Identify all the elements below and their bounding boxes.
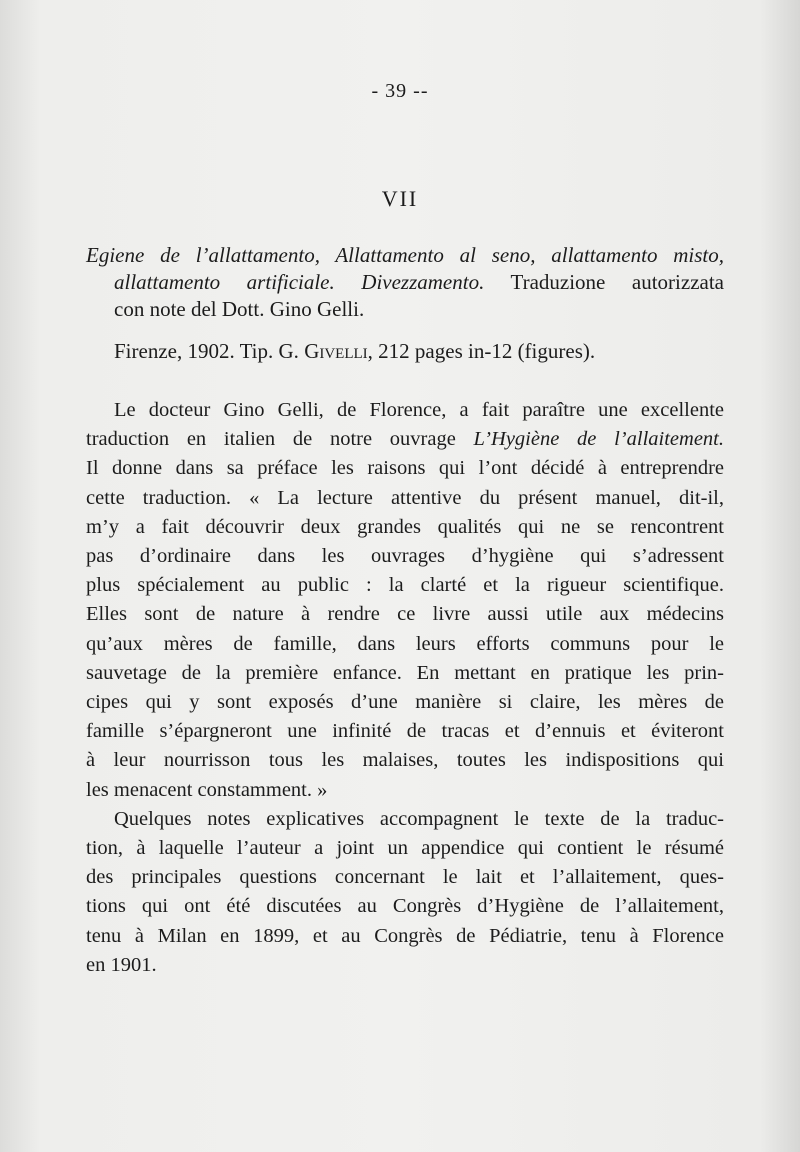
page-number: - 39 --: [371, 80, 429, 102]
citation-line-2: [86, 269, 724, 296]
p1-line: [86, 425, 724, 454]
p1-line: sauvetage de la première enfance. En mettant en pratique les prin-: [86, 661, 724, 684]
citation-line-3: con note del Dott. Gino Gelli.: [114, 297, 365, 321]
p2-line: tenu à Milan en 1899, et au Congrès de Pédiatrie, tenu à Florence: [86, 924, 724, 947]
citation-title-part-1: Egiene de l’allattamento, Allattamento al seno, allattamento misto,: [86, 243, 724, 267]
publication-suffix: , 212 pages in-12 (figures).: [367, 339, 596, 363]
p2-line: Quelques notes explicatives accompagnent le texte de la traduc-: [114, 807, 724, 830]
p1-line: plus spécialement au public : la clarté et la rigueur scientifique.: [86, 574, 724, 597]
p1-line: famille s’épargneront une infinité de tracas et d’ennuis et éviteront: [86, 720, 724, 743]
p1-line: Elles sont de nature à rendre ce livre aussi utile aux médecins: [86, 603, 724, 626]
p2-line: tions qui ont été discutées au Congrès d’Hygiène de l’allaitement,: [86, 895, 724, 918]
p1-line: m’y a fait découvrir deux grandes qualités qui ne se rencontrent: [86, 515, 724, 538]
publication-prefix: Firenze, 1902. Tip. G.: [114, 339, 305, 363]
citation-translation-note: Traduzione autorizzata: [484, 270, 724, 294]
p1-line: Le docteur Gino Gelli, de Florence, a fait paraître une excellente: [114, 399, 724, 421]
p1-line: à leur nourrisson tous les malaises, toutes les indispositions qui: [86, 749, 724, 772]
p1-line: pas d’ordinaire dans les ouvrages d’hygiène qui s’adressent: [86, 545, 724, 568]
p1-line: qu’aux mères de famille, dans leurs efforts communs pour le: [86, 632, 724, 655]
paragraph-1: [86, 396, 724, 805]
p2-line: en 1901.: [86, 953, 157, 976]
p1-line: les menacent constamment. »: [86, 778, 328, 801]
paragraph-2: [86, 805, 724, 980]
publication-info: [114, 338, 724, 365]
publication-printer: Givelli: [304, 339, 368, 363]
citation-line-1: [86, 242, 724, 269]
p1-line: cipes qui y sont exposés d’une manière si claire, les mères de: [86, 691, 724, 714]
book-title: L’Hygiène de l’allaitement.: [473, 428, 724, 451]
p1-line-2-text: traduction en italien de notre ouvrage: [86, 428, 474, 451]
body-text: [86, 396, 724, 980]
p2-line: tion, à laquelle l’auteur a joint un appendice qui contient le résumé: [86, 837, 724, 860]
p2-line: des principales questions concernant le lait et l’allaitement, ques-: [86, 866, 724, 889]
citation-title-part-2: allattamento artificiale. Divezzamento.: [114, 270, 485, 294]
p1-line: Il donne dans sa préface les raisons qui l’ont décidé à entreprendre: [86, 457, 724, 480]
p1-line: cette traduction. « La lecture attentive du présent manuel, dit-il,: [86, 486, 724, 509]
citation-block: [86, 242, 724, 323]
section-title: VII: [381, 186, 419, 211]
